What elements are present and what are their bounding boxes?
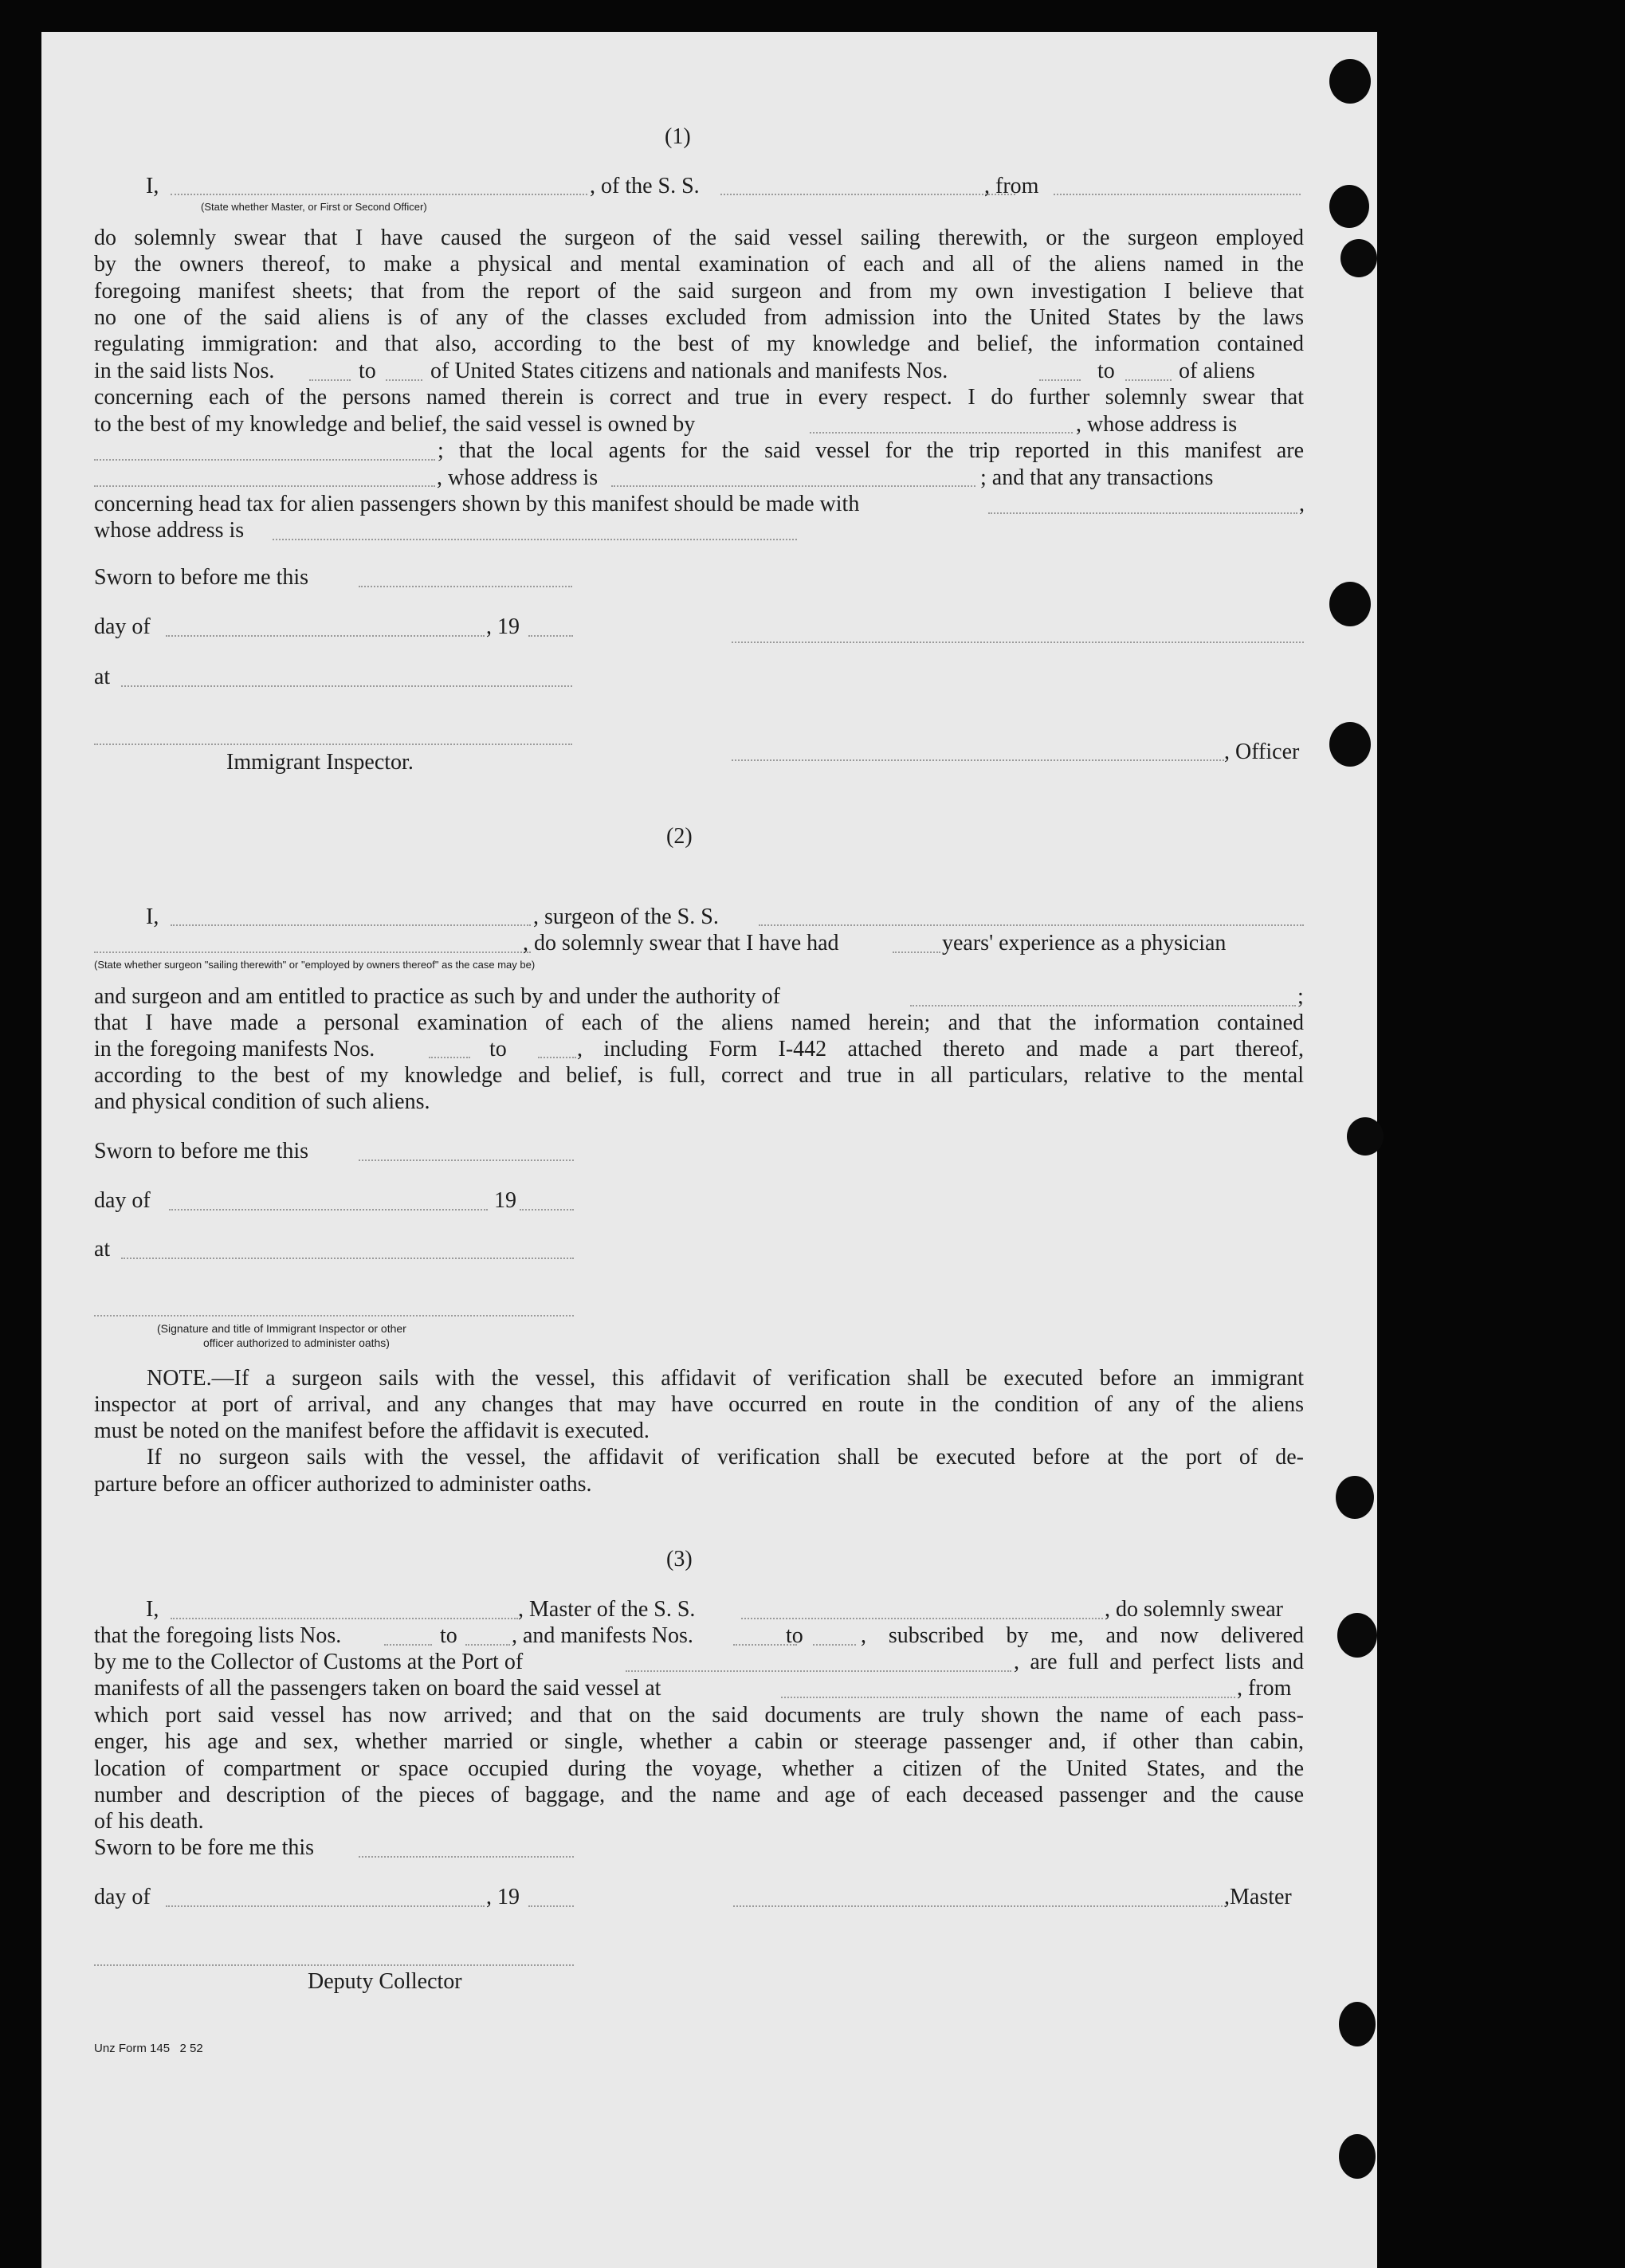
s3-master-of-ss: , Master of the S. S. xyxy=(518,1597,696,1622)
s1-of-aliens: of aliens xyxy=(1179,359,1255,383)
s3-lists-text: that the foregoing lists Nos. xyxy=(94,1623,342,1648)
s1-at-field[interactable] xyxy=(121,685,572,687)
s2-signature-caption-2: officer authorized to administer oaths) xyxy=(203,1336,390,1349)
punch-hole xyxy=(1339,2134,1376,2179)
punch-hole xyxy=(1340,239,1377,277)
s2-day-field[interactable] xyxy=(169,1209,488,1211)
s2-according-text: according to the best of my knowledge and belief, is full, correct and true in all particulars, relative to the mental xyxy=(94,1063,1304,1088)
s2-manifests-to-field[interactable] xyxy=(538,1057,576,1058)
s3-line: enger, his age and sex, whether married or single, whether a cabin or steerage passenger and, if other than cabin, xyxy=(94,1729,1304,1755)
s1-agents-text: ; that the local agents for the said vessel for the trip reported in this manifest are xyxy=(438,438,1304,463)
s3-deputy-signature-field[interactable] xyxy=(94,1964,574,1966)
s1-owner-address-field[interactable] xyxy=(94,459,435,461)
s1-owner-field[interactable] xyxy=(810,432,1073,434)
s1-lists-text: in the said lists Nos. xyxy=(94,359,275,383)
punch-hole xyxy=(1329,582,1371,626)
s1-line1-i: I, xyxy=(146,174,159,198)
s2-authority-semicolon: ; xyxy=(1297,984,1304,1009)
s1-concerning-text: concerning each of the persons named therein is correct and true in every respect. I do further solemnly swear that xyxy=(94,385,1304,410)
s3-boarded-port-field[interactable] xyxy=(781,1697,1235,1698)
section-3-number: (3) xyxy=(666,1547,693,1572)
s1-manifests-to-field[interactable] xyxy=(1125,379,1172,381)
s2-year: 19 xyxy=(494,1188,516,1213)
s3-lists-to-field[interactable] xyxy=(465,1644,510,1646)
s3-swear: , do solemnly swear xyxy=(1105,1597,1283,1622)
form-id: Unz Form 145 2 52 xyxy=(94,2042,203,2055)
s3-collector-text: by me to the Collector of Customs at the Port of xyxy=(94,1650,524,1674)
s3-line: location of compartment or space occupied during the voyage, whether a citizen of the United States, and the xyxy=(94,1756,1304,1781)
s1-line: regulating immigration: and that also, according to the best of my knowledge and belief, the information contained xyxy=(94,332,1304,357)
s2-exam xyxy=(94,1010,1304,1036)
punch-hole xyxy=(1336,1476,1374,1519)
s3-year: , 19 xyxy=(486,1885,520,1909)
s2-sworn-field[interactable] xyxy=(359,1160,574,1161)
s3-day-field[interactable] xyxy=(166,1905,485,1907)
s1-inspector-label: Immigrant Inspector. xyxy=(226,750,414,775)
s2-vessel-field[interactable] xyxy=(759,924,1304,926)
s1-line1-of-ss: , of the S. S. xyxy=(590,174,700,198)
s1-owned-address: , whose address is xyxy=(1076,412,1238,437)
form-page xyxy=(41,32,1377,2268)
s3-boarded-text: manifests of all the passengers taken on board the said vessel at xyxy=(94,1676,661,1701)
s3-port-field[interactable] xyxy=(626,1670,1011,1672)
s1-manifests-to: to xyxy=(1097,359,1115,383)
s1-line1-from: , from xyxy=(984,174,1039,198)
s3-lists-from-field[interactable] xyxy=(384,1644,432,1646)
s3-year-field[interactable] xyxy=(528,1905,574,1907)
s1-line: by the owners thereof, to make a physical and mental examination of each and all of the aliens named in the xyxy=(94,252,1304,277)
s1-agents-address-field[interactable] xyxy=(611,485,975,487)
s2-manifests-text: in the foregoing manifests Nos. xyxy=(94,1037,375,1061)
note-line: inspector at port of arrival, and any changes that may have occurred en route in the condition of any of the aliens xyxy=(94,1392,1304,1418)
s3-line: number and description of the pieces of baggage, and the name and age of each deceased passenger and the cause xyxy=(94,1782,1304,1807)
s1-whose-address: , whose address is xyxy=(437,465,599,490)
s3-master-label: ,Master xyxy=(1224,1885,1292,1909)
s2-years-text: years' experience as a physician xyxy=(942,931,1227,955)
s1-agents-field[interactable] xyxy=(94,485,435,487)
s1-day-field[interactable] xyxy=(166,635,485,637)
s2-according xyxy=(94,1062,1304,1089)
section-1-number: (1) xyxy=(665,124,691,149)
s1-headtax-comma: , xyxy=(1299,492,1305,516)
s1-headtax-address-field[interactable] xyxy=(273,539,797,540)
s2-surgeon-type-field[interactable] xyxy=(94,952,531,953)
s3-perfect-lists: , are full and perfect lists and xyxy=(1014,1650,1304,1674)
s3-day-of: day of xyxy=(94,1885,151,1909)
s3-line-last: of his death. xyxy=(94,1809,204,1834)
s3-manifests-to-field[interactable] xyxy=(813,1644,856,1646)
s3-vessel-field[interactable] xyxy=(741,1618,1103,1619)
s2-at-field[interactable] xyxy=(121,1258,574,1259)
s1-lists-manifests: of United States citizens and nationals and manifests Nos. xyxy=(430,359,948,383)
punch-hole xyxy=(1329,722,1371,767)
s1-year-field[interactable] xyxy=(528,635,573,637)
s1-headtax-field[interactable] xyxy=(988,512,1297,514)
s3-lists-to: to xyxy=(440,1623,457,1648)
s1-day-of: day of xyxy=(94,614,151,639)
punch-hole xyxy=(1329,59,1371,104)
s1-sworn-field[interactable] xyxy=(359,586,572,587)
note-line-2-last: parture before an officer authorized to administer oaths. xyxy=(94,1472,592,1497)
s3-manifests-to: to xyxy=(786,1623,803,1648)
s3-line1-i: I, xyxy=(146,1597,159,1622)
s3-line: which port said vessel has now arrived; and that on the said documents are truly shown the name of each pass- xyxy=(94,1703,1304,1728)
s2-exam-text: that I have made a personal examination of each of the aliens named herein; and that the information contained xyxy=(94,1010,1304,1035)
s1-from-field[interactable] xyxy=(1054,194,1301,195)
s1-lists-to-field[interactable] xyxy=(386,379,422,381)
punch-hole xyxy=(1339,2002,1376,2046)
s1-line: no one of the said aliens is of any of the classes excluded from admission into the United States by the laws xyxy=(94,304,1304,330)
s1-lists-from-field[interactable] xyxy=(309,379,351,381)
note-paragraph-1 xyxy=(94,1365,1304,1418)
s1-address-text: whose address is xyxy=(94,518,245,543)
s2-at: at xyxy=(94,1237,111,1262)
s1-at: at xyxy=(94,665,111,689)
punch-hole xyxy=(1347,1117,1384,1156)
s1-lists-to: to xyxy=(359,359,376,383)
s3-subscribed: , subscribed by me, and now delivered xyxy=(861,1623,1304,1648)
punch-hole xyxy=(1337,1613,1377,1658)
s2-day-of: day of xyxy=(94,1188,151,1213)
s2-authority-text: and surgeon and am entitled to practice as such by and under the authority of xyxy=(94,984,780,1009)
s2-form-i442: , including Form I-442 attached thereto and made a part thereof, xyxy=(577,1037,1304,1061)
s3-from: , from xyxy=(1237,1676,1292,1701)
s1-caption: (State whether Master, or First or Second Officer) xyxy=(201,201,427,213)
punch-hole xyxy=(1329,185,1369,228)
s1-officer-signature-field[interactable] xyxy=(732,642,1304,643)
s1-sworn: Sworn to before me this xyxy=(94,565,309,590)
s3-sworn-field[interactable] xyxy=(359,1856,574,1858)
s2-line1-i: I, xyxy=(146,904,159,929)
s3-paragraph xyxy=(94,1702,1304,1808)
note-line: NOTE.—If a surgeon sails with the vessel, this affidavit of verification shall be executed before an immigrant xyxy=(147,1366,1304,1391)
s2-manifests-from-field[interactable] xyxy=(429,1057,470,1058)
s2-year-field[interactable] xyxy=(520,1209,574,1211)
note-line-last: must be noted on the manifest before the affidavit is executed. xyxy=(94,1418,650,1443)
s3-master-signature-field[interactable] xyxy=(733,1905,1226,1907)
s1-paragraph xyxy=(94,225,1304,357)
s1-line: do solemnly swear that I have caused the surgeon of the said vessel sailing therewith, or the surgeon employed xyxy=(94,226,1304,250)
s2-sworn: Sworn to before me this xyxy=(94,1139,309,1163)
s2-swear-text: , do solemnly swear that I have had xyxy=(523,931,839,955)
s1-owned-text: to the best of my knowledge and belief, the said vessel is owned by xyxy=(94,412,696,437)
s1-vessel-field[interactable] xyxy=(720,194,1015,195)
s1-year: , 19 xyxy=(486,614,520,639)
s2-signature-field[interactable] xyxy=(94,1315,574,1316)
s2-manifests-to: to xyxy=(489,1037,507,1061)
s1-officer-field[interactable] xyxy=(171,194,587,195)
s1-officer-line[interactable] xyxy=(732,759,1224,761)
section-2-number: (2) xyxy=(666,824,693,849)
s1-manifests-from-field[interactable] xyxy=(1039,379,1081,381)
s3-sworn: Sworn to be fore me this xyxy=(94,1835,315,1860)
s1-transactions: ; and that any transactions xyxy=(980,465,1214,490)
s1-inspector-signature-field[interactable] xyxy=(94,744,572,745)
s3-name-field[interactable] xyxy=(171,1618,518,1619)
s2-authority-field[interactable] xyxy=(910,1005,1296,1006)
s2-years-field[interactable] xyxy=(893,952,940,953)
s2-signature-caption-1: (Signature and title of Immigrant Inspector or other xyxy=(157,1322,406,1335)
s3-manifests-text: , and manifests Nos. xyxy=(512,1623,693,1648)
s3-deputy-label: Deputy Collector xyxy=(308,1969,462,1994)
s2-surgeon-of-ss: , surgeon of the S. S. xyxy=(533,904,719,929)
s1-line: foregoing manifest sheets; that from the report of the said surgeon and from my own investigation I believe that xyxy=(94,278,1304,304)
s2-physical-text: and physical condition of such aliens. xyxy=(94,1089,430,1114)
s1-headtax-text: concerning head tax for alien passengers shown by this manifest should be made with xyxy=(94,492,860,516)
s2-surgeon-name-field[interactable] xyxy=(171,924,531,926)
s1-officer-label: , Officer xyxy=(1224,740,1300,764)
note-line-2: If no surgeon sails with the vessel, the affidavit of verification shall be executed before at the port of de- xyxy=(147,1445,1304,1469)
s2-caption: (State whether surgeon "sailing therewith" or "employed by owners thereof" as the case may be) xyxy=(94,959,536,971)
s1-concerning xyxy=(94,384,1304,410)
